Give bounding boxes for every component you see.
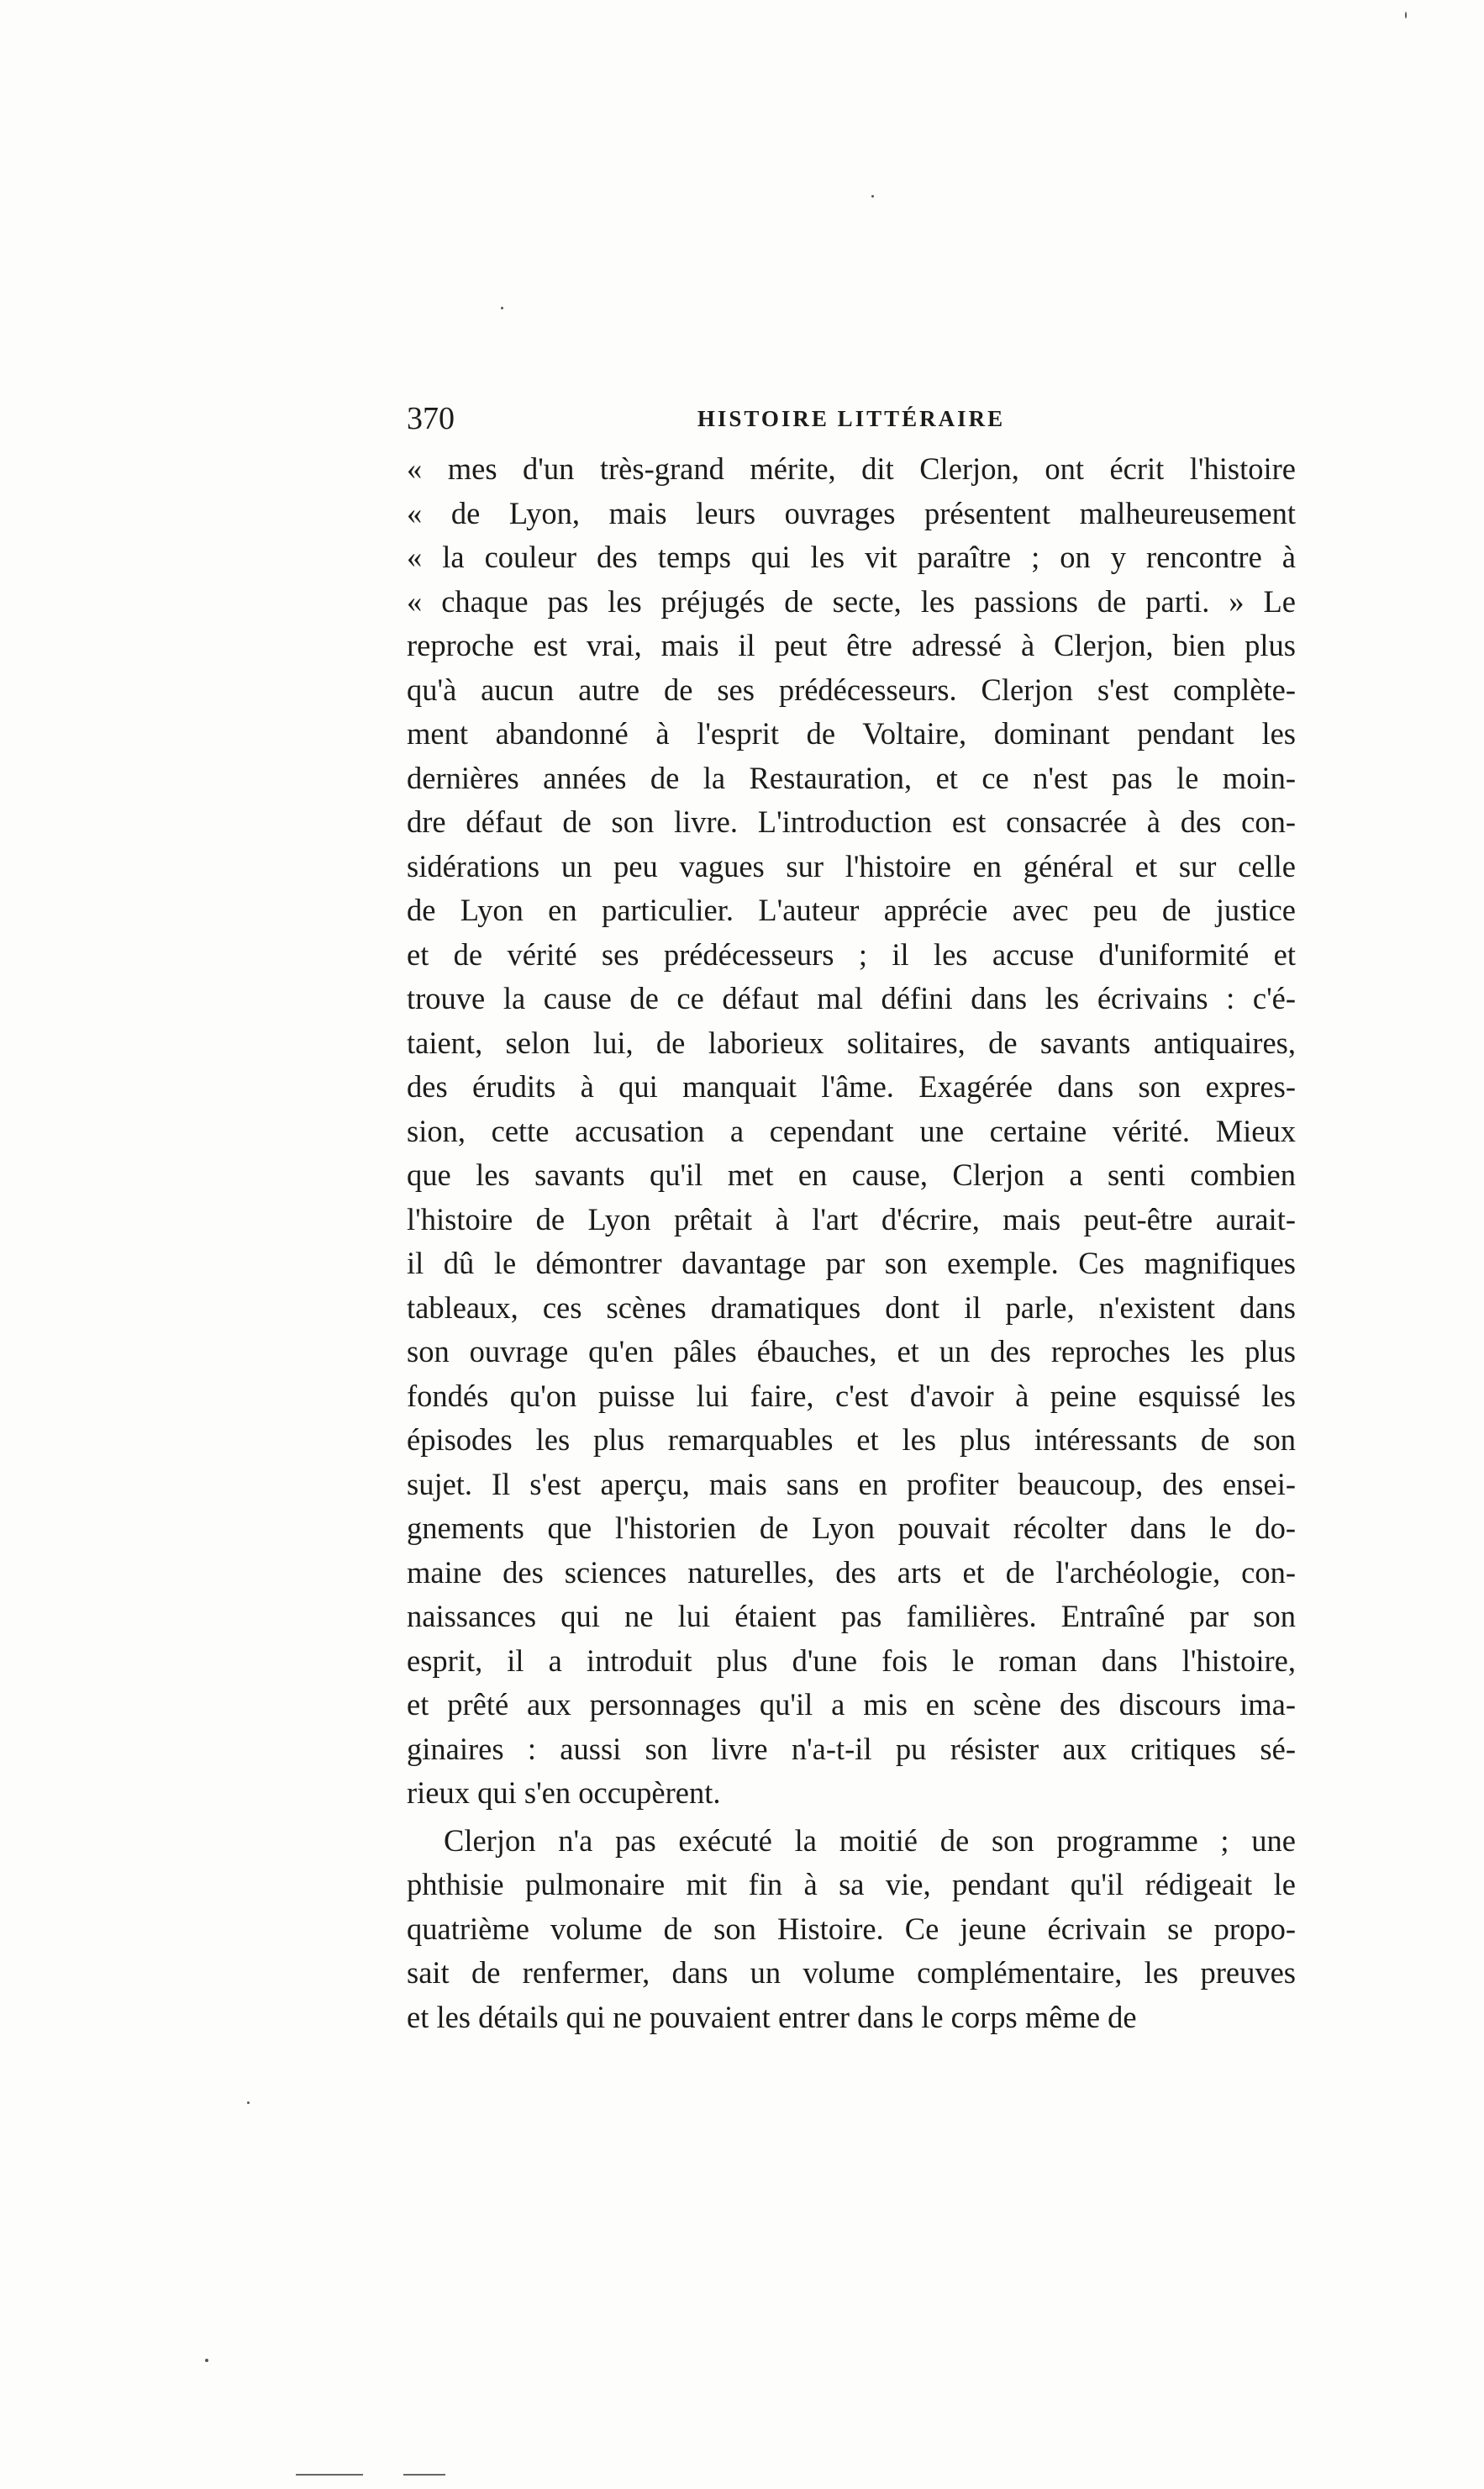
text-line: sujet. Il s'est aperçu, mais sans en profiter beaucoup, des ensei-: [407, 1466, 1296, 1501]
text-line: l'histoire de Lyon prêtait à l'art d'écrire, mais peut-être aurait-: [407, 1201, 1296, 1237]
text-line: esprit, il a introduit plus d'une fois le roman dans l'histoire,: [407, 1643, 1296, 1678]
text-line: « de Lyon, mais leurs ouvrages présentent malheureusement: [407, 495, 1296, 530]
text-line: « la couleur des temps qui les vit paraître ; on y rencontre à: [407, 540, 1296, 574]
scan-speck: [501, 307, 503, 309]
text-line: et les détails qui ne pouvaient entrer dans le corps même de: [407, 1999, 1137, 2034]
text-line: son ouvrage qu'en pâles ébauches, et un des reproches les plus: [407, 1334, 1296, 1368]
text-line: gnements que l'historien de Lyon pouvait récolter dans le do-: [407, 1511, 1296, 1545]
scan-speck: [247, 2101, 250, 2104]
text-line: « chaque pas les préjugés de secte, les passions de parti. » Le: [407, 583, 1296, 619]
text-line: et prêté aux personnages qu'il a mis en scène des discours ima-: [407, 1687, 1296, 1722]
text-line: reproche est vrai, mais il peut être adressé à Clerjon, bien plus: [407, 628, 1296, 662]
scan-speck: [871, 195, 874, 198]
text-line: ment abandonné à l'esprit de Voltaire, dominant pendant les: [407, 716, 1296, 751]
text-line: taient, selon lui, de laborieux solitaires, de savants antiquaires,: [407, 1025, 1296, 1060]
page-header: [407, 395, 1296, 442]
text-line: fondés qu'on puisse lui faire, c'est d'avoir à peine esquissé les: [407, 1378, 1296, 1413]
text-line: « mes d'un très-grand mérite, dit Clerjon, ont écrit l'histoire: [407, 451, 1296, 486]
text-line: ginaires : aussi son livre n'a-t-il pu résister aux critiques sé-: [407, 1731, 1296, 1766]
scan-speck: [1405, 12, 1407, 18]
text-line: qu'à aucun autre de ses prédécesseurs. Clerjon s'est complète-: [407, 672, 1296, 707]
body-text: [407, 447, 1296, 2039]
page-number: 370: [407, 401, 455, 436]
text-line: des érudits à qui manquait l'âme. Exagérée dans son expres-: [407, 1069, 1296, 1104]
text-line: phthisie pulmonaire mit fin à sa vie, pendant qu'il rédigeait le: [407, 1867, 1296, 1901]
text-line: tableaux, ces scènes dramatiques dont il parle, n'existent dans: [407, 1289, 1296, 1325]
text-line: sait de renfermer, dans un volume complémentaire, les preuves: [407, 1955, 1296, 1990]
text-line: dre défaut de son livre. L'introduction est consacrée à des con-: [407, 804, 1296, 839]
paragraph: [407, 1819, 1296, 2040]
text-line: dernières années de la Restauration, et ce n'est pas le moin-: [407, 760, 1296, 795]
text-line: trouve la cause de ce défaut mal défini dans les écrivains : c'é-: [407, 981, 1296, 1015]
text-line: Clerjon n'a pas exécuté la moitié de son programme ; une: [444, 1822, 1296, 1858]
text-line: maine des sciences naturelles, des arts et de l'archéologie, con-: [407, 1554, 1296, 1590]
text-line: naissances qui ne lui étaient pas familières. Entraîné par son: [407, 1599, 1296, 1633]
text-line: sion, cette accusation a cependant une certaine vérité. Mieux: [407, 1113, 1296, 1148]
text-line: rieux qui s'en occupèrent.: [407, 1775, 721, 1810]
text-line: de Lyon en particulier. L'auteur apprécie avec peu de justice: [407, 893, 1296, 927]
paragraph: [407, 447, 1296, 1816]
scan-rule: [403, 2474, 445, 2476]
scan-speck: [205, 2359, 208, 2362]
text-line: épisodes les plus remarquables et les plus intéressants de son: [407, 1422, 1296, 1457]
running-title: HISTOIRE LITTÉRAIRE: [697, 406, 1006, 431]
text-line: et de vérité ses prédécesseurs ; il les accuse d'uniformité et: [407, 936, 1296, 972]
text-line: quatrième volume de son Histoire. Ce jeune écrivain se propo-: [407, 1911, 1296, 1946]
text-line: sidérations un peu vagues sur l'histoire en général et sur celle: [407, 848, 1296, 883]
text-line: que les savants qu'il met en cause, Clerjon a senti combien: [407, 1157, 1296, 1192]
text-line: il dû le démontrer davantage par son exemple. Ces magnifiques: [407, 1246, 1296, 1280]
scan-rule: [296, 2474, 363, 2476]
